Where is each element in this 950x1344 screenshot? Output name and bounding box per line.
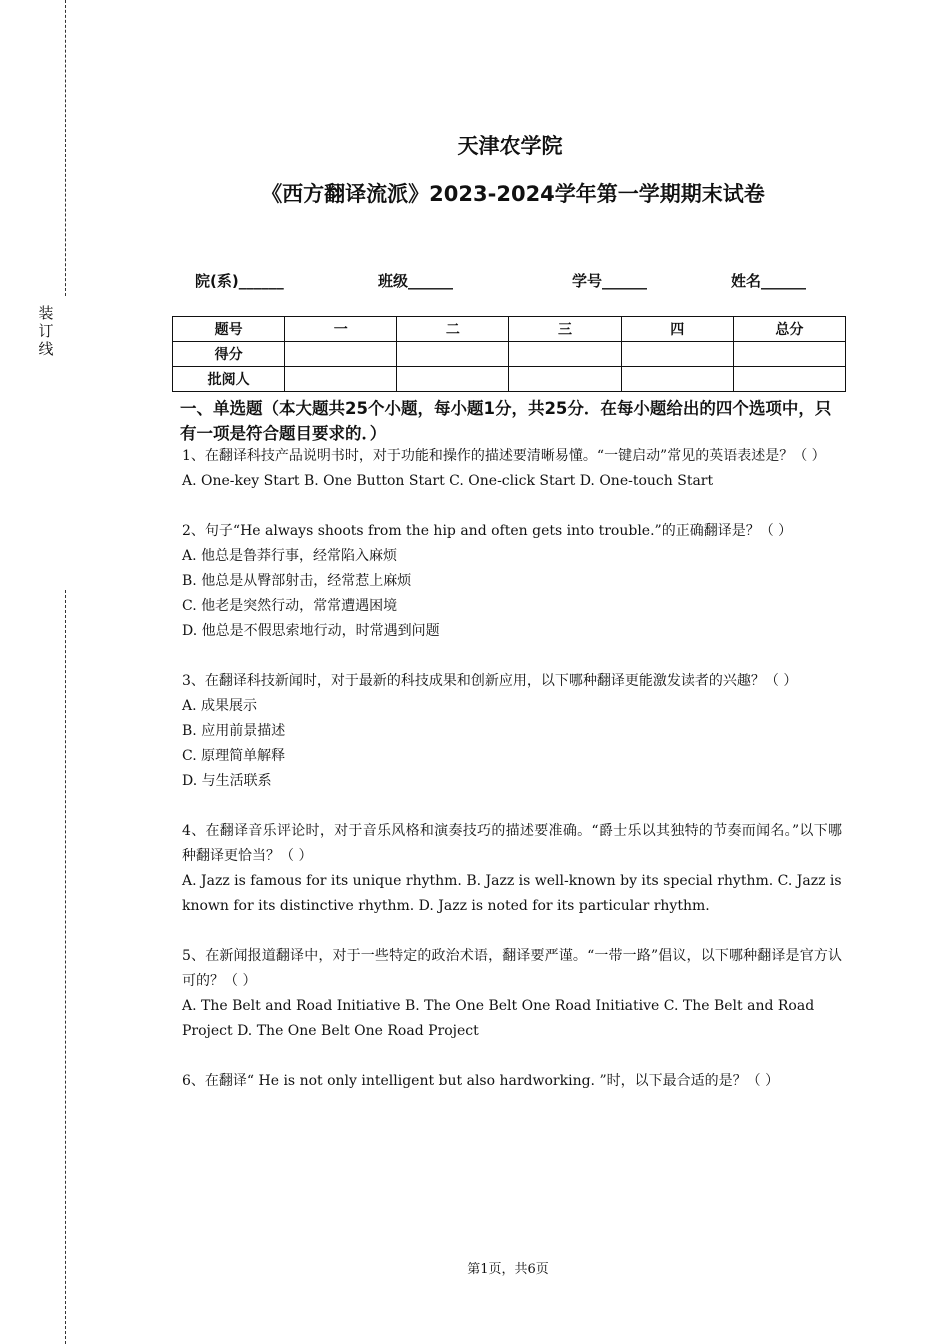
score-row-label: 批阅人 <box>173 367 285 392</box>
score-cell[interactable] <box>285 367 397 392</box>
question-option[interactable]: B. 应用前景描述 <box>182 723 286 739</box>
info-label: 院(系) <box>195 272 239 290</box>
info-label: 学号 <box>572 272 603 290</box>
score-header-cell: 总分 <box>733 317 845 342</box>
binding-line-bottom <box>65 590 66 1344</box>
score-cell[interactable] <box>733 367 845 392</box>
question-stem: 3、在翻译科技新闻时，对于最新的科技成果和创新应用，以下哪种翻译更能激发读者的兴趣？（ ） <box>182 673 798 689</box>
score-cell[interactable] <box>397 342 509 367</box>
score-table-row <box>173 367 846 392</box>
question-stem: 5、在新闻报道翻译中，对于一些特定的政治术语，翻译要严谨。“一带一路”倡议，以下哪种翻译是官方认可的？（ ） <box>182 948 842 989</box>
score-table-header-row <box>173 317 846 342</box>
question-list <box>182 444 842 1119</box>
question-option[interactable]: A. One-key Start B. One Button Start C. One-click Start D. One-touch Start <box>182 473 714 489</box>
score-header-cell: 三 <box>509 317 621 342</box>
info-field-student-id[interactable] <box>572 270 647 291</box>
question-item <box>182 519 842 644</box>
question-option[interactable]: D. 他总是不假思索地行动，时常遇到问题 <box>182 623 440 639</box>
score-header-cell: 四 <box>621 317 733 342</box>
question-option[interactable]: D. 与生活联系 <box>182 773 272 789</box>
exam-title: 《西方翻译流派》2023-2024学年第一学期期末试卷 <box>261 182 765 206</box>
question-option[interactable]: C. 原理简单解释 <box>182 748 286 764</box>
info-field-name[interactable] <box>731 270 806 291</box>
score-row-label: 得分 <box>173 342 285 367</box>
score-cell[interactable] <box>285 342 397 367</box>
binding-char: 线 <box>38 340 54 358</box>
binding-char: 装 <box>38 304 54 322</box>
school-name: 天津农学院 <box>457 134 563 158</box>
info-blank: ______ <box>238 272 284 290</box>
score-table-row <box>173 342 846 367</box>
page-number: 第1页，共6页 <box>467 1262 549 1277</box>
section-heading: 一、单选题（本大题共25个小题，每小题1分，共25分．在每小题给出的四个选项中，只有一项是符合题目要求的．） <box>180 399 832 443</box>
question-stem: 4、在翻译音乐评论时，对于音乐风格和演奏技巧的描述要准确。“爵士乐以其独特的节奏而闻名。”以下哪种翻译更恰当？（ ） <box>182 823 842 864</box>
info-label: 班级 <box>378 272 409 290</box>
question-item <box>182 819 842 919</box>
info-label: 姓名 <box>731 272 762 290</box>
question-stem: 1、在翻译科技产品说明书时，对于功能和操作的描述要清晰易懂。“一键启动”常见的英语表述是？（ ） <box>182 448 826 464</box>
info-blank: ______ <box>602 272 648 290</box>
question-item <box>182 944 842 1044</box>
question-item <box>182 1069 842 1094</box>
question-stem: 2、句子“He always shoots from the hip and often gets into trouble.”的正确翻译是？（ ） <box>182 523 793 539</box>
score-header-cell: 题号 <box>173 317 285 342</box>
question-option[interactable]: A. Jazz is famous for its unique rhythm. B. Jazz is well-known by its special rhythm. C. Jazz is known for its distinctive rhythm. D. Jazz is noted for its particular rhythm. <box>182 873 842 914</box>
score-cell[interactable] <box>621 342 733 367</box>
score-table <box>172 316 846 392</box>
question-option[interactable]: C. 他老是突然行动，常常遭遇困境 <box>182 598 398 614</box>
info-blank: ______ <box>761 272 807 290</box>
info-field-class[interactable] <box>378 270 453 291</box>
score-cell[interactable] <box>733 342 845 367</box>
question-item <box>182 669 842 794</box>
binding-label <box>37 304 55 358</box>
score-cell[interactable] <box>621 367 733 392</box>
question-option[interactable]: B. 他总是从臀部射击，经常惹上麻烦 <box>182 573 412 589</box>
score-header-cell: 一 <box>285 317 397 342</box>
question-stem: 6、在翻译“ He is not only intelligent but also hardworking. ”时，以下最合适的是？（ ） <box>182 1073 780 1089</box>
score-cell[interactable] <box>509 367 621 392</box>
binding-char: 订 <box>38 322 54 340</box>
score-cell[interactable] <box>397 367 509 392</box>
info-field-department[interactable] <box>195 270 284 291</box>
question-item <box>182 444 842 494</box>
question-option[interactable]: A. 他总是鲁莽行事，经常陷入麻烦 <box>182 548 398 564</box>
question-option[interactable]: A. 成果展示 <box>182 698 258 714</box>
score-cell[interactable] <box>509 342 621 367</box>
question-option[interactable]: A. The Belt and Road Initiative B. The One Belt One Road Initiative C. The Belt and Road Project D. The One Belt One Road Project <box>182 998 815 1039</box>
info-blank: ______ <box>408 272 454 290</box>
score-header-cell: 二 <box>397 317 509 342</box>
